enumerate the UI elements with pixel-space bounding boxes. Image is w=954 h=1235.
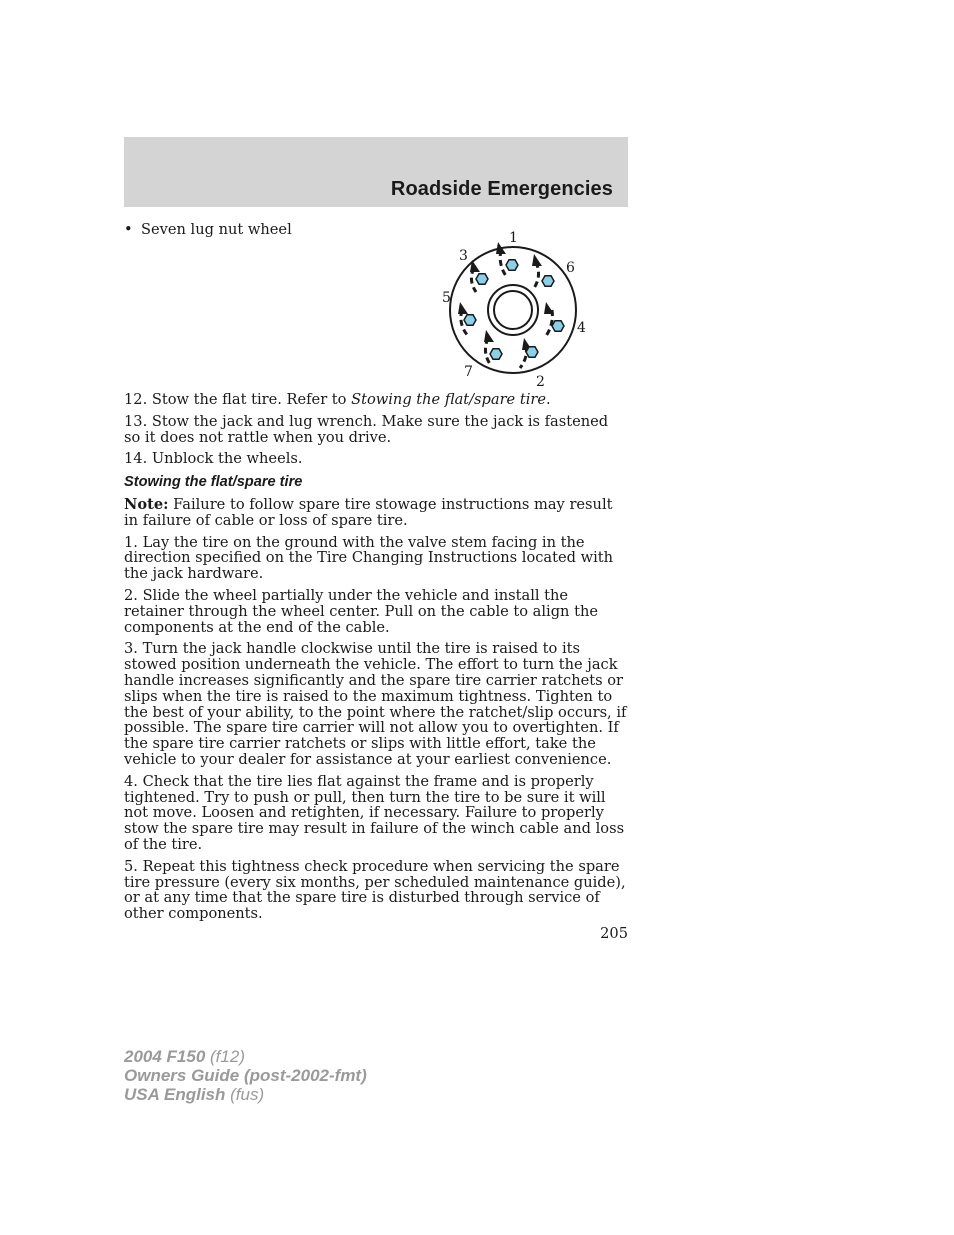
footer-model-code: (f12) <box>205 1047 245 1066</box>
lug-nut-1 <box>506 260 518 270</box>
page-title: Roadside Emergencies <box>390 178 613 200</box>
arrowhead-3 <box>544 302 554 314</box>
bullet-row <box>124 220 628 392</box>
stow-step-4: 4. Check that the tire lies flat against the frame and is properly tightened. Try to push or pull, then turn the tire to be sure it will not move. Loosen and retighten, if necessary. Failure to properly stow the spare tire may result in failure of the winch cable and loss of the tire. <box>124 772 625 853</box>
lug-nut-4 <box>552 321 564 331</box>
lug-nut-3 <box>476 274 488 284</box>
header-band <box>124 137 628 207</box>
lug-nut-5 <box>464 315 476 325</box>
lug-nut-6 <box>542 276 554 286</box>
footer-line-2: Owners Guide (post-2002-fmt) <box>124 1066 367 1085</box>
seq-number: 5 <box>442 290 451 306</box>
arrowhead-2 <box>532 254 542 266</box>
footer-line-3 <box>124 1085 367 1104</box>
seq-number: 4 <box>577 320 586 336</box>
footer-language: USA English <box>124 1085 226 1104</box>
lug-nut-2 <box>526 347 538 357</box>
page-number: 205 <box>600 925 628 942</box>
note-text: Failure to follow spare tire stowage instructions may result in failure of cable or loss of spare tire. <box>124 495 613 529</box>
stow-step-3: 3. Turn the jack handle clockwise until the tire is raised to its stowed position underneath the vehicle. The effort to turn the jack handle increases significantly and the spare tire carrier ratchets or slips when the tire is raised to the maximum tightness. Tighten to the best of your ability, to the point where the ratchet/slip occurs, if possible. The spare tire carrier will not allow you to overtighten. If the spare tire carrier ratchets or slips with little effort, take the vehicle to your dealer for assistance at your earliest convenience. <box>124 640 627 768</box>
lug-nut-wheel-diagram <box>438 228 588 388</box>
step-12-reference: Stowing the flat/spare tire <box>351 391 546 408</box>
seq-number: 3 <box>459 248 468 264</box>
footer <box>124 1047 367 1104</box>
seq-number: 7 <box>464 364 473 380</box>
content <box>124 220 628 942</box>
wheel-hub-inner <box>494 291 532 329</box>
note-label: Note: <box>124 495 169 513</box>
wheel-hub-outer <box>488 285 538 335</box>
arrowhead-5 <box>484 330 494 342</box>
step-13: 13. Stow the jack and lug wrench. Make sure the jack is fastened so it does not rattle when you drive. <box>124 412 609 446</box>
footer-model: 2004 F150 <box>124 1047 206 1066</box>
step-12-prefix: 12. Stow the flat tire. Refer to <box>124 391 352 408</box>
bullet-symbol: • <box>124 221 133 238</box>
step-12-suffix: . <box>545 391 551 408</box>
seq-number: 6 <box>566 260 575 276</box>
stow-step-2: 2. Slide the wheel partially under the vehicle and install the retainer through the wheel center. Pull on the cable to align the components at the end of the cable. <box>124 586 598 636</box>
lug-nut-7 <box>490 349 502 359</box>
footer-language-code: (fus) <box>225 1085 265 1104</box>
arrowhead-6 <box>458 302 468 314</box>
note <box>124 497 628 529</box>
footer-line-1 <box>124 1047 367 1066</box>
step-12 <box>124 392 628 408</box>
seq-number: 2 <box>536 374 545 388</box>
stow-step-5: 5. Repeat this tightness check procedure when servicing the spare tire pressure (every six months, per scheduled maintenance guide), or at any time that the spare tire is disturbed through service of other components. <box>124 857 626 923</box>
bullet-text: Seven lug nut wheel <box>141 221 292 238</box>
section-heading: Stowing the flat/spare tire <box>124 474 303 491</box>
stow-step-1: 1. Lay the tire on the ground with the valve stem facing in the direction specified on the Tire Changing Instructions located with the jack hardware. <box>124 533 614 583</box>
seq-number: 1 <box>509 230 518 246</box>
bullet-item <box>124 222 292 238</box>
step-14: 14. Unblock the wheels. <box>124 450 303 468</box>
